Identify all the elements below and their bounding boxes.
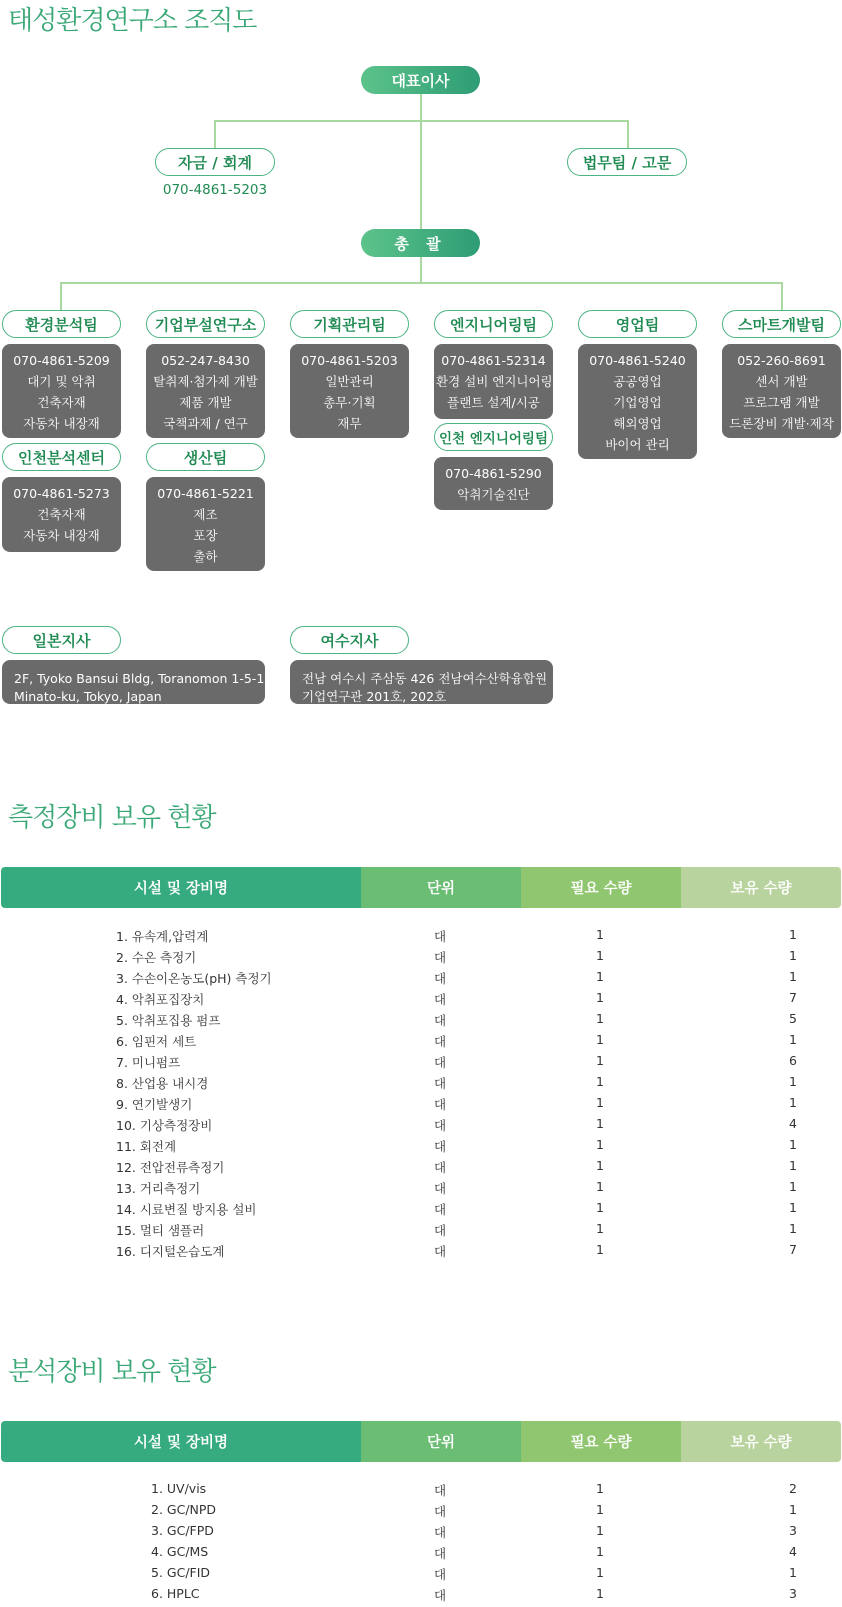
table-row bbox=[0, 1011, 842, 1032]
analysis-table-header bbox=[1, 1421, 841, 1462]
cell-required-qty: 1 bbox=[596, 1221, 604, 1236]
cell-unit: 대 bbox=[433, 950, 447, 965]
cell-unit: 대 bbox=[433, 1034, 447, 1049]
cell-owned-qty: 1 bbox=[789, 927, 797, 942]
table-row bbox=[0, 1179, 842, 1200]
cell-owned-qty: 1 bbox=[789, 1095, 797, 1110]
team-planning: 기획관리팀 bbox=[290, 310, 409, 338]
cell-owned-qty: 1 bbox=[789, 1032, 797, 1047]
cell-required-qty: 1 bbox=[596, 1586, 604, 1601]
cell-equipment-name: 14. 시료변질 방지용 설비 bbox=[116, 1202, 257, 1217]
table-row bbox=[0, 990, 842, 1011]
table-row bbox=[0, 1586, 842, 1607]
table-row bbox=[0, 1116, 842, 1137]
cell-unit: 대 bbox=[433, 1504, 447, 1519]
measurement-title: 측정장비 보유 현황 bbox=[8, 803, 216, 833]
cell-equipment-name: 4. 악취포집장치 bbox=[116, 992, 205, 1007]
cell-equipment-name: 1. UV/vis bbox=[151, 1481, 207, 1496]
cell-equipment-name: 3. GC/FPD bbox=[151, 1523, 214, 1538]
legal-node: 법무팀 / 고문 bbox=[567, 148, 687, 176]
finance-phone: 070-4861-5203 bbox=[162, 182, 268, 198]
cell-unit: 대 bbox=[433, 1013, 447, 1028]
cell-equipment-name: 1. 유속계,압력계 bbox=[116, 929, 209, 944]
table-row bbox=[0, 1053, 842, 1074]
cell-unit: 대 bbox=[433, 1118, 447, 1133]
cell-unit: 대 bbox=[433, 1055, 447, 1070]
table-row bbox=[0, 1523, 842, 1544]
cell-unit: 대 bbox=[433, 1546, 447, 1561]
cell-unit: 대 bbox=[433, 1588, 447, 1603]
cell-required-qty: 1 bbox=[596, 1544, 604, 1559]
analysis-title: 분석장비 보유 현황 bbox=[8, 1357, 216, 1387]
connector-line bbox=[627, 120, 629, 148]
header-equipment-name: 시설 및 장비명 bbox=[1, 1421, 361, 1462]
branch-yeosu: 여수지사 bbox=[290, 626, 409, 654]
connector-line bbox=[60, 282, 782, 284]
cell-required-qty: 1 bbox=[596, 1481, 604, 1496]
cell-owned-qty: 6 bbox=[789, 1053, 797, 1068]
cell-unit: 대 bbox=[433, 1223, 447, 1238]
finance-node: 자금 / 회계 bbox=[155, 148, 275, 176]
cell-required-qty: 1 bbox=[596, 1116, 604, 1131]
cell-equipment-name: 15. 멀티 샘플러 bbox=[116, 1223, 205, 1238]
cell-equipment-name: 7. 미니펌프 bbox=[116, 1055, 181, 1070]
connector-line bbox=[214, 120, 216, 148]
cell-unit: 대 bbox=[433, 929, 447, 944]
connector-line bbox=[420, 92, 422, 240]
connector-line bbox=[781, 282, 783, 310]
table-row bbox=[0, 1481, 842, 1502]
subteam-incheon-engineering: 인천 엔지니어링팀 bbox=[434, 423, 553, 451]
cell-equipment-name: 2. GC/NPD bbox=[151, 1502, 217, 1517]
header-required-qty: 필요 수량 bbox=[521, 1421, 681, 1462]
cell-required-qty: 1 bbox=[596, 1011, 604, 1026]
cell-required-qty: 1 bbox=[596, 1053, 604, 1068]
cell-unit: 대 bbox=[433, 1097, 447, 1112]
cell-required-qty: 1 bbox=[596, 948, 604, 963]
table-row bbox=[0, 1242, 842, 1263]
cell-unit: 대 bbox=[433, 1244, 447, 1259]
cell-required-qty: 1 bbox=[596, 1179, 604, 1194]
cell-unit: 대 bbox=[433, 971, 447, 986]
cell-equipment-name: 3. 수손이온농도(pH) 측정기 bbox=[116, 971, 272, 986]
table-row bbox=[0, 969, 842, 990]
cell-owned-qty: 1 bbox=[789, 1179, 797, 1194]
cell-owned-qty: 1 bbox=[789, 1200, 797, 1215]
cell-owned-qty: 1 bbox=[789, 1074, 797, 1089]
cell-required-qty: 1 bbox=[596, 1200, 604, 1215]
cell-required-qty: 1 bbox=[596, 1074, 604, 1089]
connector-line bbox=[60, 282, 62, 310]
cell-unit: 대 bbox=[433, 1525, 447, 1540]
cell-unit: 대 bbox=[433, 992, 447, 1007]
team-info-box: 052-247-8430 탈취제·첨가제 개발 제품 개발 국책과제 / 연구 bbox=[146, 344, 265, 438]
header-unit: 단위 bbox=[361, 1421, 521, 1462]
cell-owned-qty: 1 bbox=[789, 1137, 797, 1152]
table-row bbox=[0, 1074, 842, 1095]
cell-unit: 대 bbox=[433, 1160, 447, 1175]
branch-japan: 일본지사 bbox=[2, 626, 121, 654]
table-row bbox=[0, 927, 842, 948]
team-info-box: 070-4861-5221 제조 포장 출하 bbox=[146, 477, 265, 571]
team-info-box: 070-4861-52314 환경 설비 엔지니어링 플랜트 설계/시공 bbox=[434, 344, 553, 419]
cell-owned-qty: 4 bbox=[789, 1116, 797, 1131]
team-engineering: 엔지니어링팀 bbox=[434, 310, 553, 338]
header-unit: 단위 bbox=[361, 867, 521, 908]
cell-owned-qty: 4 bbox=[789, 1544, 797, 1559]
table-row bbox=[0, 1200, 842, 1221]
cell-owned-qty: 5 bbox=[789, 1011, 797, 1026]
subteam-incheon-analysis: 인천분석센터 bbox=[2, 443, 121, 471]
cell-owned-qty: 1 bbox=[789, 1221, 797, 1236]
cell-equipment-name: 6. 임핀저 세트 bbox=[116, 1034, 197, 1049]
team-info-box: 052-260-8691 센서 개발 프로그램 개발 드론장비 개발·제작 bbox=[722, 344, 841, 438]
branch-address-box: 전남 여수시 주삼동 426 전남여수산학융합원 기업연구관 201호, 202호 bbox=[290, 660, 553, 704]
cell-unit: 대 bbox=[433, 1076, 447, 1091]
cell-owned-qty: 3 bbox=[789, 1523, 797, 1538]
cell-required-qty: 1 bbox=[596, 1095, 604, 1110]
cell-required-qty: 1 bbox=[596, 1032, 604, 1047]
org-chart-title: 태성환경연구소 조직도 bbox=[8, 6, 257, 36]
subteam-production: 생산팀 bbox=[146, 443, 265, 471]
cell-equipment-name: 9. 연기발생기 bbox=[116, 1097, 193, 1112]
cell-owned-qty: 7 bbox=[789, 1242, 797, 1257]
cell-equipment-name: 8. 산업용 내시경 bbox=[116, 1076, 209, 1091]
table-row bbox=[0, 1137, 842, 1158]
cell-required-qty: 1 bbox=[596, 1137, 604, 1152]
cell-equipment-name: 12. 전압전류측정기 bbox=[116, 1160, 225, 1175]
team-sales: 영업팀 bbox=[578, 310, 697, 338]
table-row bbox=[0, 1158, 842, 1179]
branch-address-box: 2F, Tyoko Bansui Bldg, Toranomon 1-5-16, Minato-ku, Tokyo, Japan bbox=[2, 660, 265, 704]
connector-line bbox=[214, 120, 628, 122]
cell-unit: 대 bbox=[433, 1567, 447, 1582]
cell-unit: 대 bbox=[433, 1139, 447, 1154]
cell-required-qty: 1 bbox=[596, 1242, 604, 1257]
cell-equipment-name: 11. 회전계 bbox=[116, 1139, 177, 1154]
cell-owned-qty: 1 bbox=[789, 948, 797, 963]
cell-equipment-name: 13. 거리측정기 bbox=[116, 1181, 201, 1196]
cell-required-qty: 1 bbox=[596, 1158, 604, 1173]
cell-required-qty: 1 bbox=[596, 1565, 604, 1580]
cell-owned-qty: 1 bbox=[789, 1565, 797, 1580]
team-info-box: 070-4861-5240 공공영업 기업영업 해외영업 바이어 관리 bbox=[578, 344, 697, 459]
cell-owned-qty: 1 bbox=[789, 969, 797, 984]
team-research-institute: 기업부설연구소 bbox=[146, 310, 265, 338]
measurement-table-header bbox=[1, 867, 841, 908]
table-row bbox=[0, 1032, 842, 1053]
cell-required-qty: 1 bbox=[596, 1502, 604, 1517]
team-smart-development: 스마트개발팀 bbox=[722, 310, 841, 338]
table-row bbox=[0, 948, 842, 969]
header-required-qty: 필요 수량 bbox=[521, 867, 681, 908]
cell-owned-qty: 3 bbox=[789, 1586, 797, 1601]
header-owned-qty: 보유 수량 bbox=[681, 1421, 841, 1462]
cell-required-qty: 1 bbox=[596, 990, 604, 1005]
cell-unit: 대 bbox=[433, 1181, 447, 1196]
team-info-box: 070-4861-5203 일반관리 총무·기획 재무 bbox=[290, 344, 409, 438]
cell-equipment-name: 5. 악취포집용 펌프 bbox=[116, 1013, 221, 1028]
cell-required-qty: 1 bbox=[596, 927, 604, 942]
cell-unit: 대 bbox=[433, 1483, 447, 1498]
cell-owned-qty: 1 bbox=[789, 1502, 797, 1517]
team-info-box: 070-4861-5290 악취기술진단 bbox=[434, 457, 553, 510]
table-row bbox=[0, 1095, 842, 1116]
team-environment-analysis: 환경분석팀 bbox=[2, 310, 121, 338]
table-row bbox=[0, 1544, 842, 1565]
cell-equipment-name: 2. 수온 측정기 bbox=[116, 950, 197, 965]
team-info-box: 070-4861-5273 건축자재 자동차 내장재 bbox=[2, 477, 121, 552]
cell-unit: 대 bbox=[433, 1202, 447, 1217]
header-equipment-name: 시설 및 장비명 bbox=[1, 867, 361, 908]
header-owned-qty: 보유 수량 bbox=[681, 867, 841, 908]
table-row bbox=[0, 1221, 842, 1242]
cell-required-qty: 1 bbox=[596, 969, 604, 984]
connector-line bbox=[420, 256, 422, 283]
cell-owned-qty: 2 bbox=[789, 1481, 797, 1496]
table-row bbox=[0, 1565, 842, 1586]
cell-equipment-name: 4. GC/MS bbox=[151, 1544, 209, 1559]
cell-equipment-name: 10. 기상측정장비 bbox=[116, 1118, 213, 1133]
cell-equipment-name: 16. 디지털온습도계 bbox=[116, 1244, 225, 1259]
cell-equipment-name: 5. GC/FID bbox=[151, 1565, 211, 1580]
table-row bbox=[0, 1502, 842, 1523]
team-info-box: 070-4861-5209 대기 및 악취 건축자재 자동차 내장재 bbox=[2, 344, 121, 438]
ceo-node: 대표이사 bbox=[361, 66, 480, 94]
cell-equipment-name: 6. HPLC bbox=[151, 1586, 200, 1601]
cell-required-qty: 1 bbox=[596, 1523, 604, 1538]
cell-owned-qty: 7 bbox=[789, 990, 797, 1005]
cell-owned-qty: 1 bbox=[789, 1158, 797, 1173]
general-node: 총 괄 bbox=[361, 229, 480, 257]
